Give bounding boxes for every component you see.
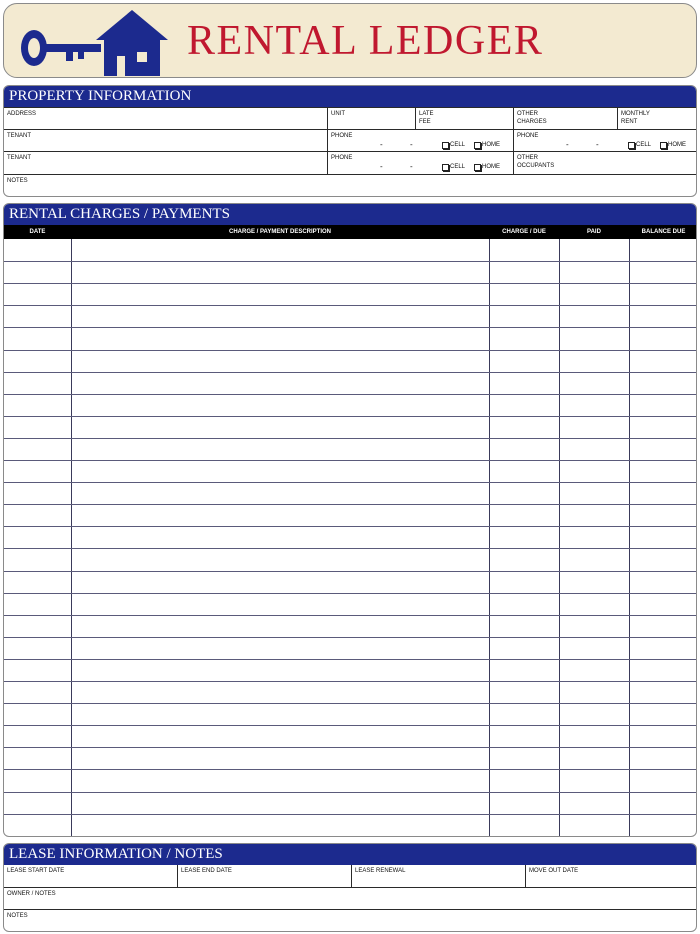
lease-notes-row: [4, 909, 696, 932]
ledger-row-line: [4, 504, 696, 505]
owner-notes-row: [4, 887, 696, 909]
other-charges-field[interactable]: [513, 108, 617, 129]
other-occupants-field[interactable]: [513, 152, 697, 174]
other-occupants-label-1: OTHER: [517, 155, 538, 161]
late-fee-label-2: FEE: [419, 119, 431, 125]
column-header-description: CHARGE / PAYMENT DESCRIPTION: [228, 229, 331, 235]
unit-label: UNIT: [331, 111, 345, 117]
phone-dash: -: [410, 162, 413, 171]
ledger-row-line: [4, 482, 696, 483]
ledger-row-line: [4, 747, 696, 748]
charges-table-header: [4, 225, 696, 239]
ledger-row-line: [4, 327, 696, 328]
ledger-row-line: [4, 814, 696, 815]
lease-start-date-label: LEASE START DATE: [7, 868, 65, 874]
ledger-row-line: [4, 792, 696, 793]
tenant-1-phone-field[interactable]: [327, 130, 513, 151]
property-information-section: [3, 85, 697, 197]
property-row-tenant-1: [4, 129, 696, 151]
ledger-row-line: [4, 571, 696, 572]
property-notes-field[interactable]: [4, 175, 696, 197]
tenant-2-field[interactable]: [4, 152, 327, 174]
checkbox-icon: [442, 164, 449, 171]
ledger-row-line: [4, 681, 696, 682]
ledger-row-line: [4, 283, 696, 284]
column-header-balance-due: BALANCE DUE: [641, 229, 686, 235]
column-header-date: DATE: [29, 229, 46, 235]
ledger-row-line: [4, 394, 696, 395]
lease-renewal-label: LEASE RENEWAL: [355, 868, 406, 874]
phone-dash: -: [380, 162, 383, 171]
phone-dash: -: [596, 140, 599, 149]
home-checkbox[interactable]: [474, 163, 500, 171]
unit-field[interactable]: [327, 108, 415, 129]
cell-checkbox[interactable]: [442, 141, 465, 149]
ledger-row-line: [4, 637, 696, 638]
cell-label: CELL: [636, 142, 652, 148]
notes-label: NOTES: [7, 178, 28, 184]
other-charges-label-1: OTHER: [517, 111, 538, 117]
phone-label: PHONE: [517, 133, 539, 139]
monthly-rent-label-2: RENT: [621, 119, 638, 125]
late-fee-label-1: LATE: [419, 111, 434, 117]
key-house-icon: [16, 10, 176, 76]
tenant-2-label: TENANT: [7, 155, 31, 161]
ledger-row-line: [4, 416, 696, 417]
owner-notes-label: OWNER / NOTES: [7, 891, 56, 897]
charges-table-body[interactable]: [4, 239, 696, 836]
lease-section-title: LEASE INFORMATION / NOTES: [4, 844, 696, 865]
late-fee-field[interactable]: [415, 108, 513, 129]
ledger-row-line: [4, 526, 696, 527]
home-label: HOME: [668, 142, 686, 148]
checkbox-icon: [474, 164, 481, 171]
lease-renewal-field[interactable]: [351, 865, 525, 887]
ledger-row-line: [4, 350, 696, 351]
ledger-row-line: [4, 438, 696, 439]
lease-end-date-field[interactable]: [177, 865, 351, 887]
lease-notes-label: NOTES: [7, 913, 28, 919]
phone-dash: -: [566, 140, 569, 149]
monthly-rent-label-1: MONTHLY: [621, 111, 650, 117]
checkbox-icon: [660, 142, 667, 149]
tenant-2-phone-field[interactable]: [327, 152, 513, 174]
ledger-row-line: [4, 548, 696, 549]
lease-end-date-label: LEASE END DATE: [181, 868, 232, 874]
ledger-row-line: [4, 703, 696, 704]
ledger-row-line: [4, 372, 696, 373]
property-row-tenant-2: [4, 151, 696, 174]
cell-label: CELL: [450, 142, 466, 148]
monthly-rent-field[interactable]: [617, 108, 697, 129]
home-checkbox[interactable]: [474, 141, 500, 149]
phone-dash: -: [380, 140, 383, 149]
checkbox-icon: [474, 142, 481, 149]
phone-label: PHONE: [331, 133, 353, 139]
home-label: HOME: [482, 164, 500, 170]
page-title: RENTAL LEDGER: [187, 18, 544, 64]
other-occupants-label-2: OCCUPANTS: [517, 163, 555, 169]
move-out-date-label: MOVE OUT DATE: [529, 868, 579, 874]
ledger-row-line: [4, 769, 696, 770]
tenant-1-phone-2-field[interactable]: [513, 130, 697, 151]
move-out-date-field[interactable]: [525, 865, 697, 887]
cell-label: CELL: [450, 164, 466, 170]
ledger-row-line: [4, 305, 696, 306]
owner-notes-field[interactable]: [4, 888, 696, 909]
lease-dates-row: [4, 865, 696, 887]
lease-information-section: [3, 843, 697, 932]
column-header-paid: PAID: [587, 229, 601, 235]
charges-section-title: RENTAL CHARGES / PAYMENTS: [4, 204, 696, 225]
home-checkbox[interactable]: [660, 141, 686, 149]
cell-checkbox[interactable]: [442, 163, 465, 171]
lease-notes-field[interactable]: [4, 910, 696, 932]
cell-checkbox[interactable]: [628, 141, 651, 149]
other-charges-label-2: CHARGES: [517, 119, 547, 125]
ledger-row-line: [4, 593, 696, 594]
lease-start-date-field[interactable]: [4, 865, 177, 887]
tenant-1-label: TENANT: [7, 133, 31, 139]
ledger-row-line: [4, 615, 696, 616]
rental-charges-section: [3, 203, 697, 837]
ledger-row-line: [4, 460, 696, 461]
checkbox-icon: [628, 142, 635, 149]
ledger-row-line: [4, 659, 696, 660]
ledger-row-line: [4, 725, 696, 726]
property-row-address: [4, 107, 696, 129]
phone-label: PHONE: [331, 155, 353, 161]
phone-dash: -: [410, 140, 413, 149]
column-header-charge-due: CHARGE / DUE: [502, 229, 546, 235]
address-field[interactable]: [4, 108, 327, 129]
checkbox-icon: [442, 142, 449, 149]
home-label: HOME: [482, 142, 500, 148]
header-banner: [3, 3, 697, 78]
ledger-row-line: [4, 261, 696, 262]
property-section-title: PROPERTY INFORMATION: [4, 86, 696, 107]
address-label: ADDRESS: [7, 111, 37, 117]
tenant-1-field[interactable]: [4, 130, 327, 151]
property-row-notes: [4, 174, 696, 197]
